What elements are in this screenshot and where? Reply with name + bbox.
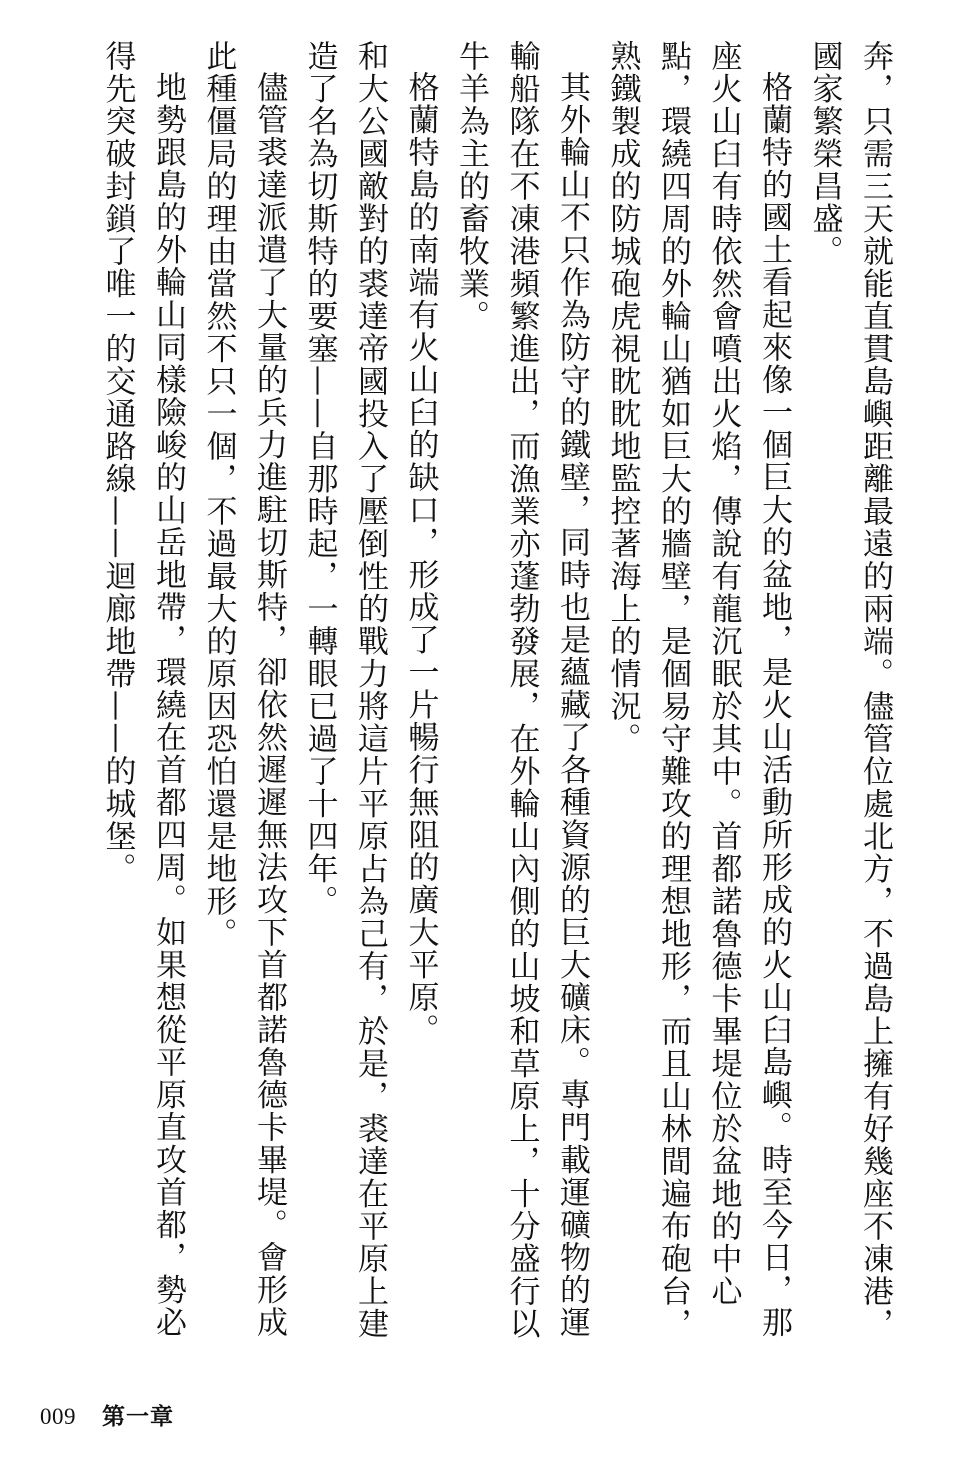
paragraph-1: 奔，只需三天就能直貫島嶼距離最遠的兩端。儘管位處北方，不過島上擁有好幾座不凍港，國家繁榮昌盛。 (806, 40, 893, 1340)
paragraph-5: 和大公國敵對的裘達帝國投入了壓倒性的戰力將這片平原占為己有，於是，裘達在平原上建造了名為切斯特的要塞——自那時起，一轉眼已過了十四年。 (301, 40, 388, 1340)
paragraph-4: 格蘭特島的南端有火山臼的缺口，形成了一片暢行無阻的廣大平原。 (402, 71, 439, 1046)
vertical-text-body (70, 40, 900, 1340)
page-footer (40, 1398, 174, 1428)
paragraph-3: 其外輪山不只作為防守的鐵壁，同時也是蘊藏了各種資源的巨大礦床。專門載運礦物的運輸船隊在不凍港頻繁進出，而漁業亦蓬勃發展，在外輪山內側的山坡和草原上，十分盛行以牛羊為主的畜牧業。 (453, 40, 590, 1340)
paragraph-6: 儘管裘達派遣了大量的兵力進駐切斯特，卻依然遲遲無法攻下首都諾魯德卡畢堤。會形成此種僵局的理由當然不只一個，不過最大的原因恐怕還是地形。 (200, 40, 287, 1339)
paragraph-7: 地勢跟島的外輪山同樣險峻的山岳地帶，環繞在首都四周。如果想從平原直攻首都，勢必得先突破封鎖了唯一的交通路線——迴廊地帶——的城堡。 (99, 40, 186, 1339)
chapter-title: 第一章 (102, 1404, 174, 1430)
paragraph-2: 格蘭特的國土看起來像一個巨大的盆地，是火山活動所形成的火山臼島嶼。時至今日，那座火山臼有時依然會噴出火焰，傳說有龍沉眠於其中。首都諾魯德卡畢堤位於盆地的中心點，環繞四周的外輪山猶如巨大的牆壁，是個易守難攻的理想地形，而且山林間遍布砲台，熟鐵製成的防城砲虎視眈眈地監控著海上的情況。 (604, 40, 792, 1340)
page-number: 009 (40, 1404, 76, 1429)
